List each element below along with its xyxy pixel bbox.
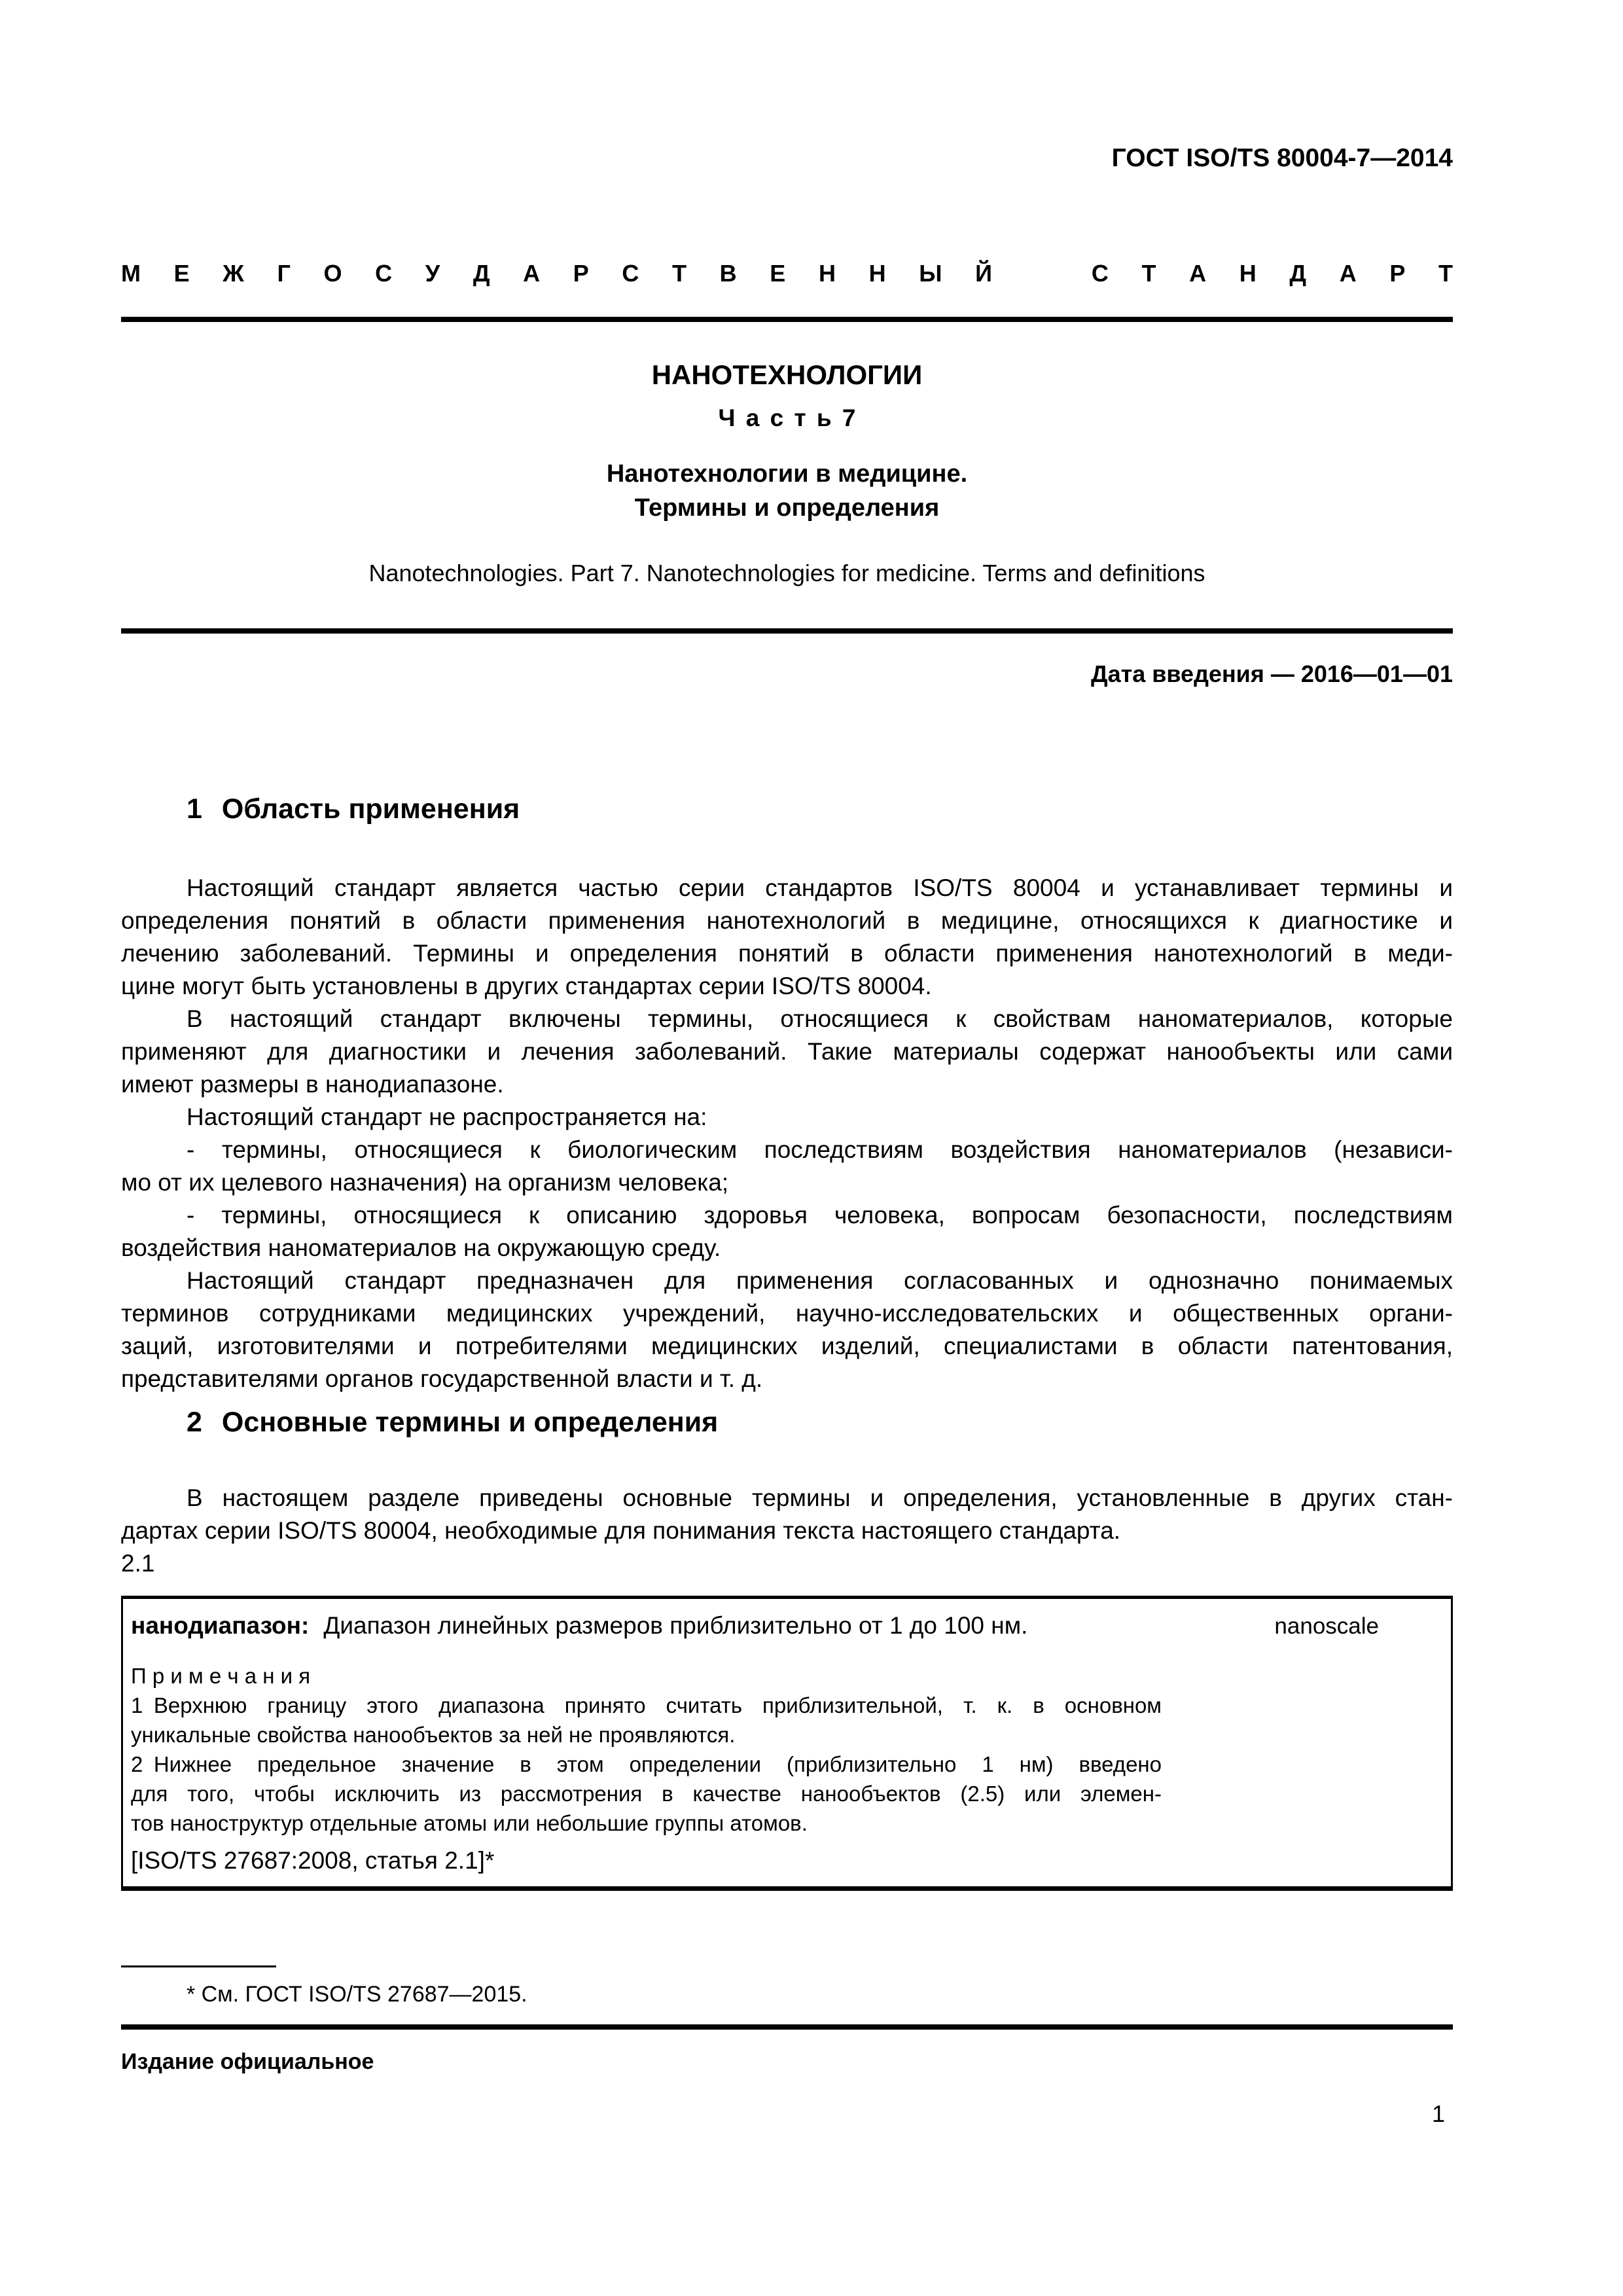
text-line: тов наноструктур отдельные атомы или небольшие группы атомов. [131, 1811, 808, 1835]
text-line: В настоящий стандарт включены термины, относящиеся к свойствам наноматериалов, которые [187, 1005, 1453, 1032]
term-english: nanoscale [1274, 1613, 1379, 1639]
term-definition-box [121, 1596, 1453, 1891]
text-line: В настоящем разделе приведены основные термины и определения, установленные в других стан- [187, 1484, 1453, 1511]
text-line: - термины, относящиеся к описанию здоровья человека, вопросам безопасности, последствиям [187, 1202, 1453, 1229]
section-2-heading [121, 1405, 1453, 1439]
term-row [131, 1611, 1441, 1641]
edition-note: Издание официальное [121, 2049, 374, 2074]
standard-title-russian [121, 457, 1453, 525]
text-line: мо от их целевого назначения) на организм человека; [121, 1169, 729, 1196]
section-title: Основные термины и определения [221, 1407, 719, 1438]
text-line: Настоящий стандарт не распространяется на: [187, 1103, 707, 1130]
horizontal-rule-bottom [121, 2024, 1453, 2030]
paragraph [121, 1134, 1453, 1199]
paragraph [121, 1265, 1453, 1395]
text-line: 1 Верхнюю границу этого диапазона принято считать приблизительной, т. к. в основном [131, 1693, 1162, 1717]
standard-subject-title: НАНОТЕХНОЛОГИИ [651, 359, 923, 390]
standard-part-label: Ч а с т ь 7 [718, 404, 856, 431]
term-definition: Диапазон линейных размеров приблизительно от 1 до 100 нм. [323, 1612, 1028, 1639]
text-line: дартах серии ISO/TS 80004, необходимые для понимания текста настоящего стандарта. [121, 1517, 1121, 1544]
section-title: Область применения [221, 793, 520, 825]
page-content [121, 144, 1453, 2128]
text-line: определения понятий в области применения нанотехнологий в медицине, относящихся к диагностике и [121, 907, 1453, 934]
text-line: цине могут быть установлены в других стандартах серии ISO/TS 80004. [121, 973, 932, 999]
note-2 [131, 1749, 1441, 1838]
note-1 [131, 1691, 1441, 1749]
paragraph [121, 1482, 1453, 1547]
paragraph [121, 872, 1453, 1003]
standard-type-banner: М Е Ж Г О С У Д А Р С Т В Е Н Н Ы Й С Т А Н Д А Р Т [121, 260, 1453, 287]
text-line: терминов сотрудниками медицинских учреждений, научно-исследовательских и общественных органи- [121, 1300, 1453, 1327]
term-russian: нанодиапазон: [131, 1612, 310, 1639]
text-line: уникальные свойства нанообъектов за ней не проявляются. [131, 1723, 736, 1747]
text-line: для того, чтобы исключить из рассмотрения в качестве нанообъектов (2.5) или элемен- [131, 1782, 1162, 1806]
title-line: Нанотехнологии в медицине. [606, 460, 968, 488]
section-number: 1 [187, 793, 202, 825]
paragraph [121, 1199, 1453, 1265]
text-line: Настоящий стандарт является частью серии стандартов ISO/TS 80004 и устанавливает термины и [187, 874, 1453, 901]
section-1-heading [121, 792, 1453, 826]
term-entry-number: 2.1 [121, 1550, 155, 1577]
text-line: лечению заболеваний. Термины и определения понятий в области применения нанотехнологий в меди- [121, 940, 1453, 967]
term-source-reference: [ISO/TS 27687:2008, статья 2.1]* [131, 1847, 495, 1874]
text-line: 2 Нижнее предельное значение в этом определении (приблизительно 1 нм) введено [131, 1752, 1162, 1776]
notes-label: П р и м е ч а н и я [131, 1664, 311, 1688]
text-line: представителями органов государственной власти и т. д. [121, 1365, 763, 1392]
text-line: воздействия наноматериалов на окружающую среду. [121, 1234, 721, 1261]
text-line: - термины, относящиеся к биологическим последствиям воздействия наноматериалов (независи- [187, 1136, 1453, 1163]
effective-date: Дата введения — 2016—01—01 [1090, 660, 1453, 687]
footnote-separator [121, 1965, 276, 1967]
paragraph [121, 1101, 1453, 1134]
text-line: применяют для диагностики и лечения заболеваний. Такие материалы содержат нанообъекты или сами [121, 1038, 1453, 1065]
section-number: 2 [187, 1407, 202, 1438]
standard-title-english: Nanotechnologies. Part 7. Nanotechnologies for medicine. Terms and definitions [368, 560, 1205, 586]
horizontal-rule-title [121, 628, 1453, 634]
document-code: ГОСТ ISO/TS 80004-7—2014 [1111, 144, 1453, 172]
horizontal-rule-top [121, 317, 1453, 322]
paragraph [121, 1003, 1453, 1101]
text-line: заций, изготовителями и потребителями медицинских изделий, специалистами в области патентования, [121, 1333, 1453, 1359]
title-line: Термины и определения [634, 494, 940, 522]
page-number: 1 [1431, 2100, 1445, 2127]
text-line: Настоящий стандарт предназначен для применения согласованных и однозначно понимаемых [187, 1267, 1453, 1294]
text-line: имеют размеры в нанодиапазоне. [121, 1071, 504, 1098]
footnote-text: * См. ГОСТ ISO/TS 27687—2015. [187, 1982, 527, 2007]
